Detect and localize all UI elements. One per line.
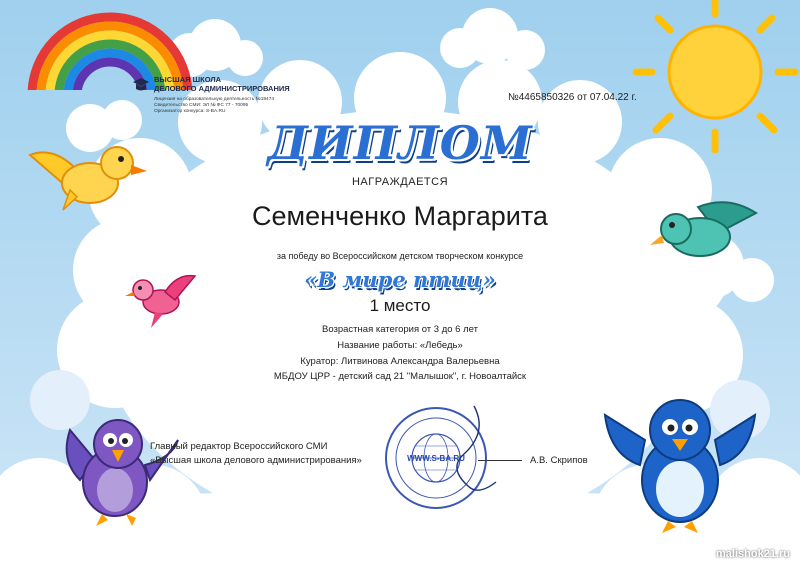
work-title: Название работы: «Лебедь» [337,340,463,351]
age-category: Возрастная категория от 3 до 6 лет [322,324,478,335]
signature-scribble [457,406,496,490]
blue-bird-icon [600,385,760,535]
graduation-cap-icon [132,77,150,93]
awarded-label: НАГРАЖДАЕТСЯ [351,176,449,188]
official-stamp [378,402,508,512]
victory-text: за победу во Всероссийском детском творческом конкурсе [276,251,524,261]
institution: МБДОУ ЦРР - детский сад 21 "Малышок", г. Новоалтайск [273,371,527,382]
logo-organizer: Организатор конкурса: S-BA.RU [154,109,226,114]
contest-name-text: «В мире птиц» [304,267,496,292]
signer-name: А.В. Скрипов [530,455,588,466]
diploma-title-text: ДИПЛОМ [267,116,533,170]
stamp-site: WWW.S-BA.RU [407,454,465,463]
contest-name [0,267,800,292]
signer-line2: «Высшая школа делового администрирования» [150,455,362,466]
purple-bird-icon [60,410,180,530]
logo-media-cert: Свидетельство СМИ: ЭЛ № ФС 77 - 70095 [154,103,249,108]
place: 1 место [369,296,431,315]
signer-line1: Главный редактор Всероссийского СМИ [150,441,328,452]
recipient-name: Семенченко Маргарита [252,201,548,231]
document-number: №4465850326 от 07.04.22 г. [508,92,637,103]
logo-license: Лицензия на образовательную деятельность №19474 [154,97,275,102]
site-watermark: malishok21.ru [716,548,790,560]
curator: Куратор: Литвинова Александра Валерьевна [300,356,500,367]
logo-name-line1: ВЫСШАЯ ШКОЛА [154,75,222,84]
signature-line [478,460,522,461]
logo-name-line2: ДЕЛОВОГО АДМИНИСТРИРОВАНИЯ [154,84,290,93]
diploma-title [0,116,800,170]
signer-block [150,440,362,468]
